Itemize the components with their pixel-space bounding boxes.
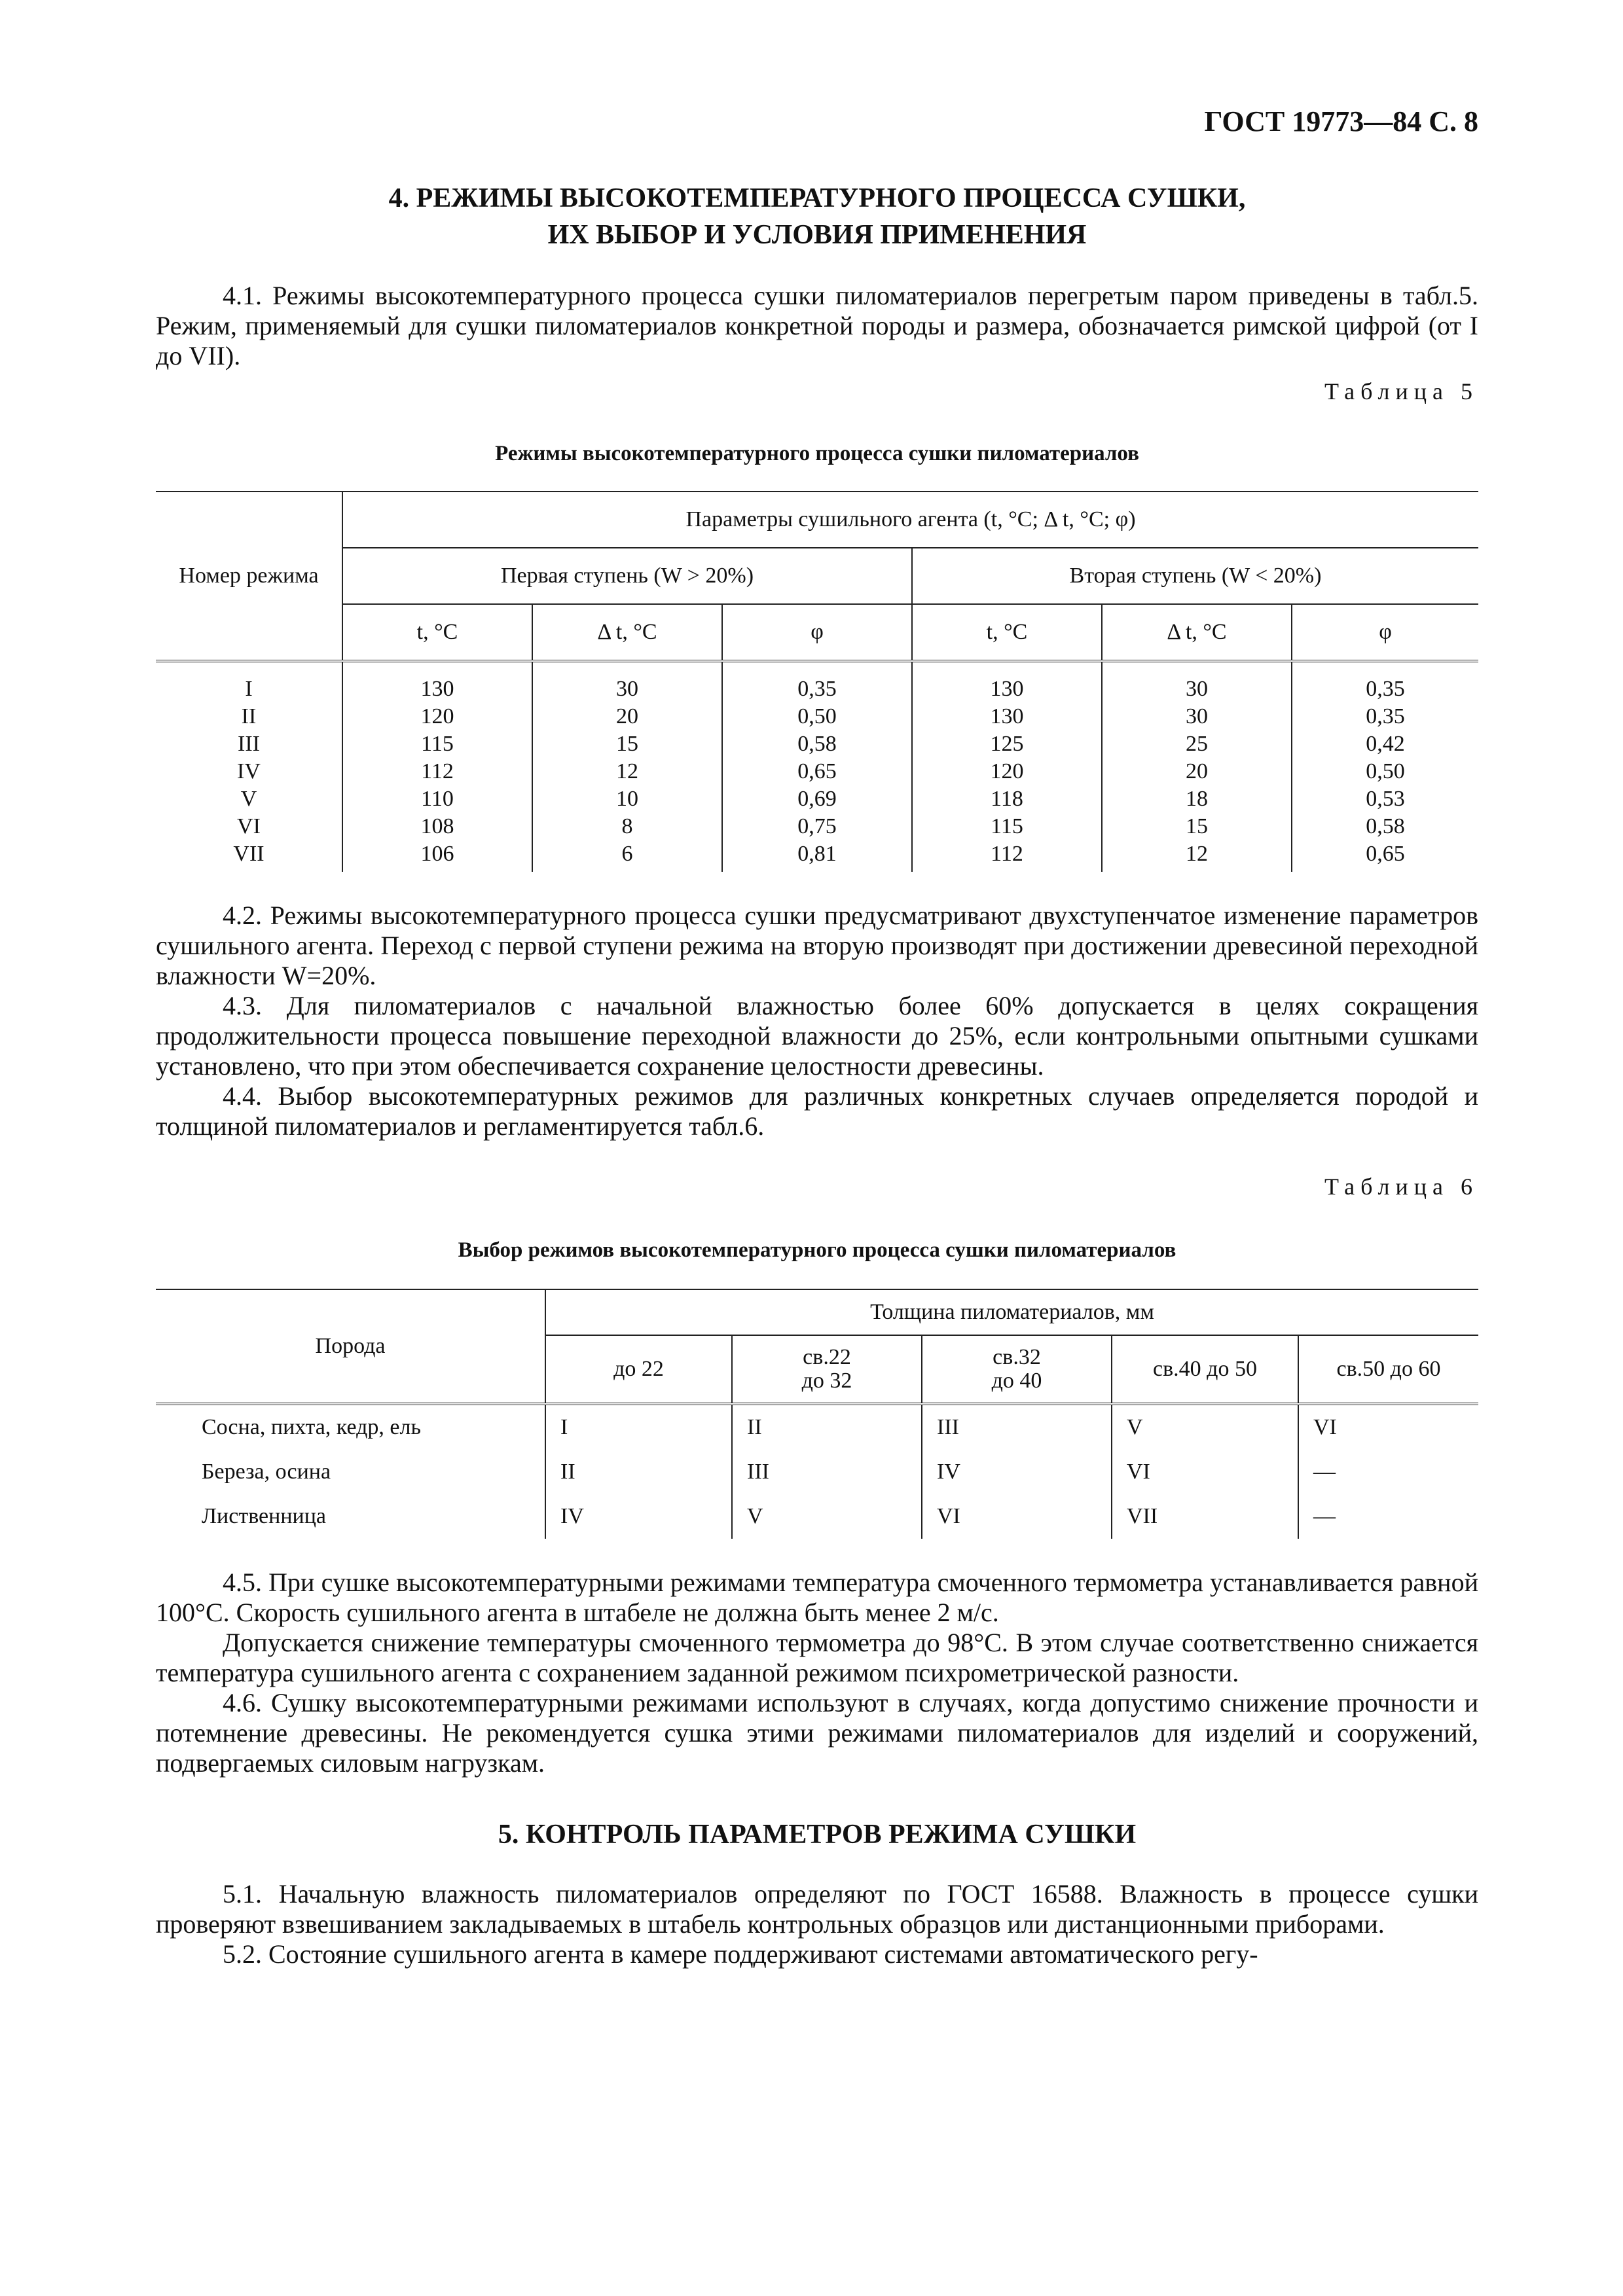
paragraph-4-5b: Допускается снижение температуры смоченного термометра до 98°С. В этом случае соответственно снижается температура сушильного агента с сохранением заданной режимом психрометрической разности. bbox=[156, 1628, 1478, 1687]
thick-col-1: до 22 bbox=[545, 1335, 732, 1404]
paragraph-5-2: 5.2. Состояние сушильного агента в камере поддерживают системами автоматического регу- bbox=[223, 1939, 1258, 1969]
table-5-title: Режимы высокотемпературного процесса сушки пиломатериалов bbox=[495, 442, 1139, 465]
table-6 bbox=[156, 1289, 1478, 1539]
table-row: Береза, осина II III IV VI — bbox=[156, 1450, 1478, 1494]
section-5-title: 5. КОНТРОЛЬ ПАРАМЕТРОВ РЕЖИМА СУШКИ bbox=[498, 1820, 1137, 1850]
stage-2-header: Вторая ступень (W < 20%) bbox=[912, 548, 1478, 604]
dt1-column: 30 20 15 12 10 8 6 bbox=[532, 661, 722, 872]
paragraph-4-2: 4.2. Режимы высокотемпературного процесса сушки предусматривают двухступенчатое изменение параметров сушильного агента. Переход с первой ступени режима на вторую производят при достижении древесиной переходной влажности W=20%. bbox=[156, 901, 1478, 990]
thick-col-3: св.32 до 40 bbox=[922, 1335, 1112, 1404]
table-5-label: Таблица 5 bbox=[1324, 378, 1478, 404]
table-6-title: Выбор режимов высокотемпературного процесса сушки пиломатериалов bbox=[458, 1238, 1176, 1262]
table-6-label: Таблица 6 bbox=[1324, 1174, 1478, 1200]
table-row: Лиственница IV V VI VII — bbox=[156, 1494, 1478, 1539]
stage-1-header: Первая ступень (W > 20%) bbox=[342, 548, 912, 604]
t1-column: 130 120 115 112 110 108 106 bbox=[342, 661, 532, 872]
sub-header-dt1: Δ t, °С bbox=[532, 604, 722, 661]
sub-header-phi2: φ bbox=[1292, 604, 1478, 661]
thick-col-2: св.22 до 32 bbox=[732, 1335, 922, 1404]
table-row: Сосна, пихта, кедр, ель I II III V VI bbox=[156, 1404, 1478, 1450]
col-params-header: Параметры сушильного агента (t, °С; Δ t, °С; φ) bbox=[342, 492, 1478, 548]
paragraph-4-4: 4.4. Выбор высокотемпературных режимов для различных конкретных случаев определяется породой и толщиной пиломатериалов и регламентируется табл.6. bbox=[156, 1081, 1478, 1141]
col-thickness-header: Толщина пиломатериалов, мм bbox=[545, 1289, 1478, 1335]
section-4-title: 4. РЕЖИМЫ ВЫСОКОТЕМПЕРАТУРНОГО ПРОЦЕССА СУШКИ, ИХ ВЫБОР И УСЛОВИЯ ПРИМЕНЕНИЯ bbox=[388, 183, 1246, 250]
table-5 bbox=[156, 491, 1478, 872]
sub-header-dt2: Δ t, °С bbox=[1102, 604, 1292, 661]
mode-column: I II III IV V VI VII bbox=[233, 677, 264, 866]
sub-header-phi1: φ bbox=[722, 604, 912, 661]
sub-header-t1: t, °С bbox=[342, 604, 532, 661]
t2-column: 130 130 125 120 118 115 112 bbox=[912, 661, 1102, 872]
paragraph-4-5: 4.5. При сушке высокотемпературными режимами температура смоченного термометра устанавливается равной 100°С. Скорость сушильного агента в штабеле не должна быть менее 2 м/с. bbox=[156, 1568, 1478, 1627]
paragraph-5-1: 5.1. Начальную влажность пиломатериалов определяют по ГОСТ 16588. Влажность в процессе сушки проверяют взвешиванием закладываемых в штабель контрольных образцов или дистанционными приборами. bbox=[156, 1879, 1478, 1939]
paragraph-4-6: 4.6. Сушку высокотемпературными режимами используют в случаях, когда допустимо снижение прочности и потемнение древесины. Не рекомендуется сушка этими режимами пиломатериалов для изделий и сооружений, подвергаемых силовым нагрузкам. bbox=[156, 1688, 1478, 1778]
phi1-column: 0,35 0,50 0,58 0,65 0,69 0,75 0,81 bbox=[722, 661, 912, 872]
document-reference: ГОСТ 19773—84 С. 8 bbox=[1204, 105, 1478, 137]
dt2-column: 30 30 25 20 18 15 12 bbox=[1102, 661, 1292, 872]
paragraph-4-1: 4.1. Режимы высокотемпературного процесса сушки пиломатериалов перегретым паром приведены в табл.5. Режим, применяемый для сушки пиломатериалов конкретной породы и размера, обозначается римской цифрой (от I до VII). bbox=[156, 281, 1478, 370]
col-species-header: Порода bbox=[156, 1289, 545, 1404]
thick-col-4: св.40 до 50 bbox=[1112, 1335, 1298, 1404]
table-5-body bbox=[156, 661, 1478, 872]
phi2-column: 0,35 0,35 0,42 0,50 0,53 0,58 0,65 bbox=[1292, 661, 1478, 872]
thick-col-5: св.50 до 60 bbox=[1298, 1335, 1478, 1404]
document-page bbox=[156, 98, 1478, 1969]
paragraph-4-3: 4.3. Для пиломатериалов с начальной влажностью более 60% допускается в целях сокращения продолжительности процесса повышение переходной влажности до 25%, если контрольными опытными сушками установлено, что при этом обеспечивается сохранение целостности древесины. bbox=[156, 991, 1478, 1081]
sub-header-t2: t, °С bbox=[912, 604, 1102, 661]
col-mode-header: Номер режима bbox=[156, 492, 342, 661]
